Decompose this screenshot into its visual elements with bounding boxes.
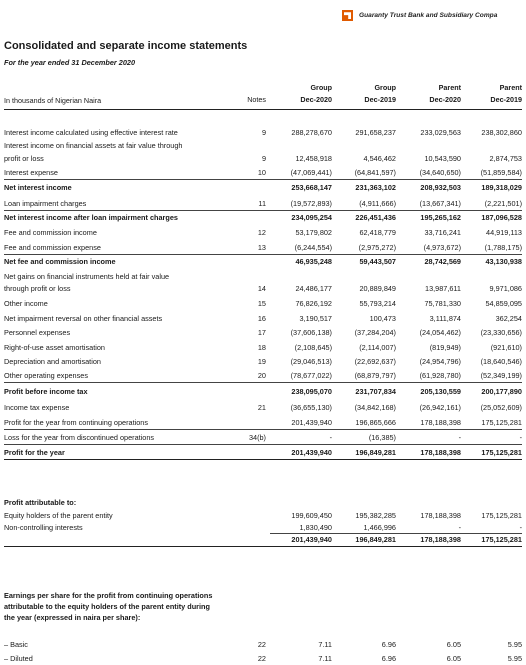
row-value: (2,108,645) bbox=[294, 343, 332, 352]
row-value: (4,973,672) bbox=[423, 243, 461, 252]
col-header-bottom: Dec-2020 bbox=[300, 95, 332, 104]
divider bbox=[4, 546, 522, 547]
row-value: 231,707,834 bbox=[355, 387, 396, 396]
row-label: profit or loss bbox=[4, 154, 44, 163]
row-value: 53,179,802 bbox=[295, 228, 332, 237]
row-note: 22 bbox=[257, 640, 266, 649]
row-value: 43,130,938 bbox=[485, 257, 522, 266]
company-name: Guaranty Trust Bank and Subsidiary Compa bbox=[359, 12, 498, 20]
col-header-top: Parent bbox=[499, 83, 522, 92]
row-label: Net gains on financial instruments held at fair value bbox=[4, 272, 170, 281]
row-value: 54,859,095 bbox=[485, 299, 522, 308]
row-note: 20 bbox=[257, 371, 266, 380]
row-value: 3,190,517 bbox=[299, 314, 332, 323]
col-header-bottom: Dec-2019 bbox=[490, 95, 522, 104]
row-value: 6.96 bbox=[381, 640, 396, 649]
row-value: (22,692,637) bbox=[354, 357, 396, 366]
row-note: 15 bbox=[257, 299, 266, 308]
col-parent-2019-header bbox=[461, 82, 522, 106]
divider bbox=[4, 254, 522, 255]
row-note: 19 bbox=[257, 357, 266, 366]
eps-heading-line-2: attributable to the equity holders of the parent entity during bbox=[4, 602, 210, 611]
row-value: 7.11 bbox=[318, 640, 332, 649]
row-value: (64,841,597) bbox=[354, 168, 396, 177]
row-label: Profit for the year bbox=[4, 448, 65, 457]
row-value: 2,874,753 bbox=[489, 154, 522, 163]
row-value: (25,052,609) bbox=[480, 403, 522, 412]
row-value: 175,125,281 bbox=[481, 535, 522, 544]
row-label: through profit or loss bbox=[4, 284, 71, 293]
row-value: 208,932,503 bbox=[420, 183, 461, 192]
row-label: Interest income on financial assets at fair value through bbox=[4, 141, 183, 150]
row-value: 288,278,670 bbox=[291, 128, 332, 137]
row-value: 75,781,330 bbox=[424, 299, 461, 308]
row-value: 6.05 bbox=[446, 654, 461, 663]
row-label: Other income bbox=[4, 299, 48, 308]
row-value: (36,655,130) bbox=[290, 403, 332, 412]
row-value: 100,473 bbox=[369, 314, 396, 323]
row-value: 175,125,281 bbox=[481, 511, 522, 520]
row-value: 199,609,450 bbox=[291, 511, 332, 520]
row-value: 4,546,462 bbox=[363, 154, 396, 163]
row-value: (34,842,168) bbox=[354, 403, 396, 412]
row-label: Depreciation and amortisation bbox=[4, 357, 101, 366]
row-value: 178,188,398 bbox=[420, 535, 461, 544]
notes-header: Notes bbox=[247, 95, 266, 104]
row-value: 6.96 bbox=[381, 654, 396, 663]
row-value: 62,418,779 bbox=[359, 228, 396, 237]
row-value: 9,971,086 bbox=[489, 284, 522, 293]
row-value: 33,716,241 bbox=[424, 228, 461, 237]
row-label: Profit before income tax bbox=[4, 387, 88, 396]
row-label: Income tax expense bbox=[4, 403, 70, 412]
col-group-2020-header bbox=[268, 82, 332, 106]
row-value: 201,439,940 bbox=[291, 418, 332, 427]
row-value: 291,658,237 bbox=[355, 128, 396, 137]
row-value: 1,466,996 bbox=[363, 523, 396, 532]
row-value: - bbox=[458, 433, 461, 442]
row-note: 16 bbox=[257, 314, 266, 323]
row-value: 20,889,849 bbox=[359, 284, 396, 293]
row-label: Net impairment reversal on other financial assets bbox=[4, 314, 163, 323]
row-label: Profit for the year from continuing operations bbox=[4, 418, 148, 427]
row-label: – Diluted bbox=[4, 654, 33, 663]
row-note: 13 bbox=[257, 243, 266, 252]
row-value: 24,486,177 bbox=[295, 284, 332, 293]
divider bbox=[4, 429, 522, 430]
row-value: (24,954,796) bbox=[419, 357, 461, 366]
row-value: 3,111,874 bbox=[429, 314, 461, 323]
row-value: (51,859,584) bbox=[480, 168, 522, 177]
row-value: 175,125,281 bbox=[481, 448, 522, 457]
row-note: 11 bbox=[258, 199, 266, 208]
col-header-top: Group bbox=[310, 83, 332, 92]
row-value: 44,919,113 bbox=[486, 228, 522, 237]
row-label: Fee and commission income bbox=[4, 228, 97, 237]
row-value: (16,385) bbox=[368, 433, 396, 442]
row-note: 12 bbox=[257, 228, 266, 237]
row-value: (47,069,441) bbox=[290, 168, 332, 177]
row-value: (68,879,797) bbox=[354, 371, 396, 380]
report-header bbox=[342, 7, 526, 21]
row-value: 13,987,611 bbox=[425, 284, 461, 293]
divider bbox=[4, 179, 522, 180]
col-header-top: Group bbox=[374, 83, 396, 92]
row-value: (6,244,554) bbox=[294, 243, 332, 252]
row-value: 46,935,248 bbox=[295, 257, 332, 266]
row-value: (29,046,513) bbox=[290, 357, 332, 366]
row-value: (1,788,175) bbox=[484, 243, 522, 252]
row-value: 253,668,147 bbox=[291, 183, 332, 192]
statement-subtitle: For the year ended 31 December 2020 bbox=[4, 58, 136, 67]
row-value: 238,095,070 bbox=[291, 387, 332, 396]
row-value: 6.05 bbox=[446, 640, 461, 649]
row-value: 205,130,559 bbox=[420, 387, 461, 396]
row-value: 10,543,590 bbox=[424, 154, 461, 163]
row-value: 226,451,436 bbox=[355, 213, 396, 222]
row-value: 7.11 bbox=[318, 654, 332, 663]
row-value: 55,793,214 bbox=[359, 299, 396, 308]
row-label: Loss for the year from discontinued operations bbox=[4, 433, 155, 442]
row-note: 22 bbox=[257, 654, 266, 663]
attributable-heading: Profit attributable to: bbox=[4, 498, 77, 507]
row-value: 200,177,890 bbox=[481, 387, 522, 396]
row-label: Interest income calculated using effective interest rate bbox=[4, 128, 178, 137]
row-label: Other operating expenses bbox=[4, 371, 88, 380]
bank-logo-icon bbox=[342, 10, 353, 21]
col-header-top: Parent bbox=[438, 83, 461, 92]
header-rule bbox=[4, 109, 522, 110]
row-value: 178,188,398 bbox=[420, 418, 461, 427]
divider bbox=[4, 444, 522, 445]
row-value: 59,443,507 bbox=[359, 257, 396, 266]
column-header bbox=[0, 82, 526, 108]
row-label: – Basic bbox=[4, 640, 28, 649]
row-value: (52,349,199) bbox=[480, 371, 522, 380]
row-label: Interest expense bbox=[4, 168, 58, 177]
row-value: 195,382,285 bbox=[355, 511, 396, 520]
row-label: Net interest income bbox=[4, 183, 72, 192]
row-value: 234,095,254 bbox=[291, 213, 332, 222]
row-note: 21 bbox=[257, 403, 266, 412]
row-value: 5.95 bbox=[507, 654, 522, 663]
row-value: - bbox=[519, 523, 522, 532]
divider bbox=[270, 533, 522, 534]
row-value: (18,640,546) bbox=[480, 357, 522, 366]
row-value: (23,330,656) bbox=[480, 328, 522, 337]
row-value: (34,640,650) bbox=[419, 168, 461, 177]
row-value: 28,742,569 bbox=[424, 257, 461, 266]
row-value: 196,849,281 bbox=[355, 448, 396, 457]
row-label: Non-controlling interests bbox=[4, 523, 83, 532]
row-value: - bbox=[458, 523, 461, 532]
unit-label: In thousands of Nigerian Naira bbox=[4, 96, 102, 105]
row-value: 1,830,490 bbox=[299, 523, 332, 532]
row-value: 201,439,940 bbox=[291, 448, 332, 457]
row-value: 201,439,940 bbox=[291, 535, 332, 544]
row-value: 195,265,162 bbox=[420, 213, 461, 222]
row-value: (26,942,161) bbox=[419, 403, 461, 412]
row-label: Net interest income after loan impairment charges bbox=[4, 213, 178, 222]
row-value: (19,572,893) bbox=[290, 199, 332, 208]
row-value: (4,911,666) bbox=[359, 199, 396, 208]
statement-title: Consolidated and separate income statements bbox=[4, 40, 248, 52]
row-note: 17 bbox=[257, 328, 266, 337]
row-value: (37,606,138) bbox=[290, 328, 332, 337]
row-note: 18 bbox=[257, 343, 266, 352]
row-value: (2,114,007) bbox=[359, 343, 396, 352]
row-note: 9 bbox=[261, 128, 266, 137]
divider bbox=[4, 459, 522, 460]
row-value: (2,221,501) bbox=[484, 199, 522, 208]
row-value: (61,928,780) bbox=[419, 371, 461, 380]
eps-heading-line-1: Earnings per share for the profit from continuing operations bbox=[4, 591, 213, 600]
row-value: 178,188,398 bbox=[420, 511, 461, 520]
row-value: - bbox=[329, 433, 332, 442]
row-value: 175,125,281 bbox=[481, 418, 522, 427]
row-value: (24,054,462) bbox=[419, 328, 461, 337]
row-note: 14 bbox=[257, 284, 266, 293]
col-parent-2020-header bbox=[396, 82, 461, 106]
row-value: (37,284,204) bbox=[354, 328, 396, 337]
row-value: 178,188,398 bbox=[420, 448, 461, 457]
row-label: Personnel expenses bbox=[4, 328, 71, 337]
row-value: 362,254 bbox=[495, 314, 522, 323]
row-value: (78,677,022) bbox=[290, 371, 332, 380]
col-header-bottom: Dec-2020 bbox=[429, 95, 461, 104]
row-label: Loan impairment charges bbox=[4, 199, 87, 208]
row-value: (819,949) bbox=[429, 343, 461, 352]
row-label: Right-of-use asset amortisation bbox=[4, 343, 105, 352]
row-value: 231,363,102 bbox=[355, 183, 396, 192]
row-note: 9 bbox=[261, 154, 266, 163]
row-label: Equity holders of the parent entity bbox=[4, 511, 113, 520]
row-label: Fee and commission expense bbox=[4, 243, 101, 252]
row-note: 34(b) bbox=[248, 433, 266, 442]
eps-heading-line-3: the year (expressed in naira per share): bbox=[4, 613, 141, 622]
row-value: 238,302,860 bbox=[481, 128, 522, 137]
row-value: (921,610) bbox=[490, 343, 522, 352]
row-value: 196,865,666 bbox=[355, 418, 396, 427]
row-value: 196,849,281 bbox=[355, 535, 396, 544]
row-label: Net fee and commission income bbox=[4, 257, 116, 266]
row-value: 76,826,192 bbox=[295, 299, 332, 308]
row-value: 233,029,563 bbox=[420, 128, 461, 137]
row-value: 12,458,918 bbox=[295, 154, 332, 163]
row-value: 189,318,029 bbox=[481, 183, 522, 192]
row-value: (13,667,341) bbox=[419, 199, 461, 208]
divider bbox=[4, 210, 522, 211]
row-value: 5.95 bbox=[507, 640, 522, 649]
row-note: 10 bbox=[257, 168, 266, 177]
row-value: - bbox=[519, 433, 522, 442]
col-header-bottom: Dec-2019 bbox=[364, 95, 396, 104]
col-group-2019-header bbox=[332, 82, 396, 106]
row-value: 187,096,528 bbox=[481, 213, 522, 222]
divider bbox=[4, 382, 522, 383]
row-value: (2,975,272) bbox=[358, 243, 396, 252]
